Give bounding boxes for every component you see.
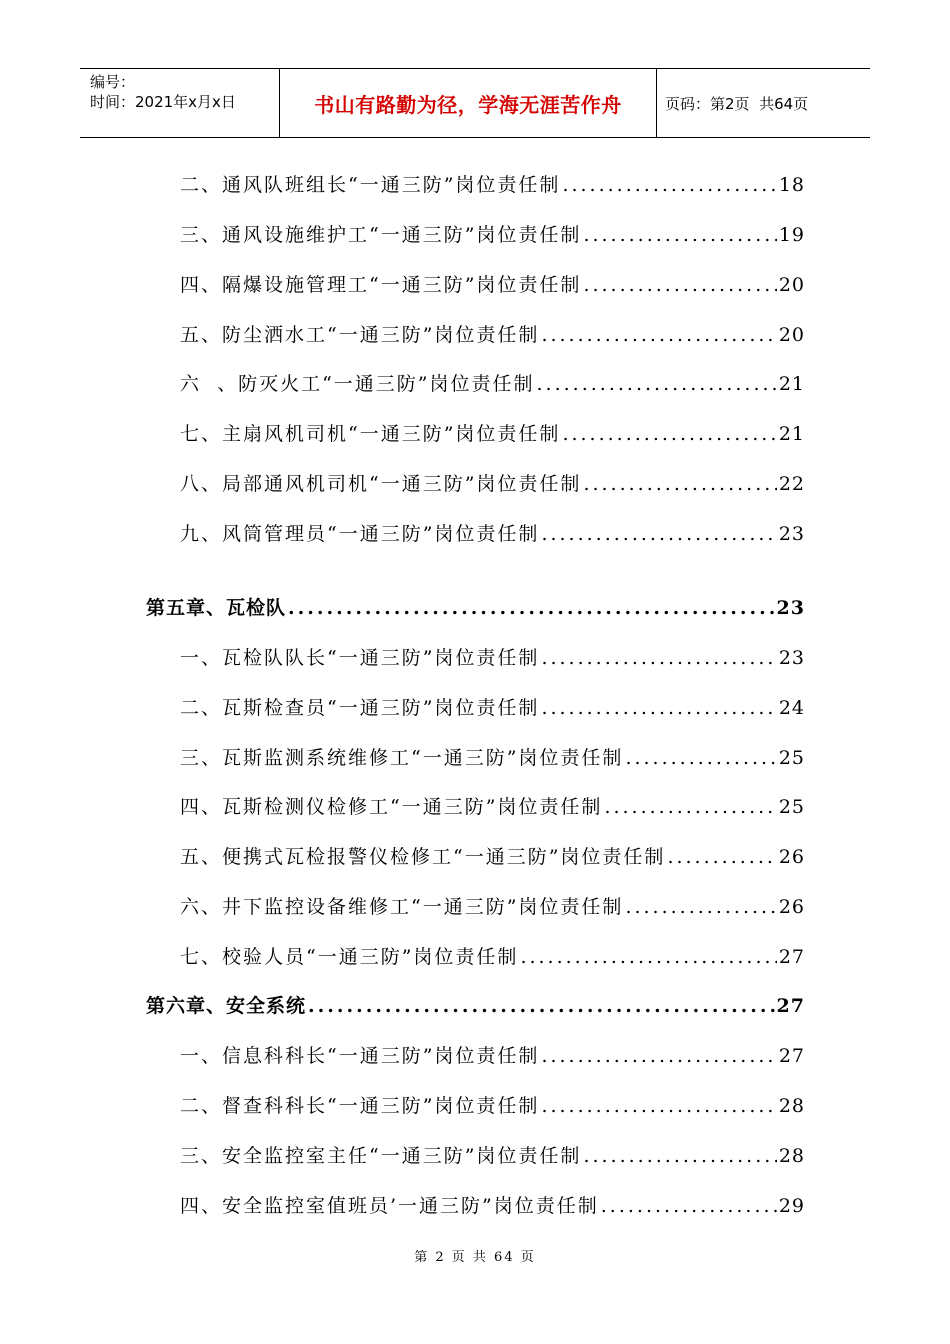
toc-entry-title: 六 、防灭火工“一通三防”岗位责任制 [180,373,535,395]
toc-entry-page: 25 [778,796,805,818]
toc-entry-title: 三、瓦斯监测系统维修工“一通三防”岗位责任制 [180,747,624,769]
toc-entry[interactable] [180,519,805,549]
toc-dot-leader [288,597,775,619]
toc-entry-page: 20 [778,274,805,296]
toc-entry-title: 二、督查科科长“一通三防”岗位责任制 [180,1095,540,1117]
toc-entry-page: 21 [778,373,805,395]
toc-dot-leader [541,1095,776,1117]
header-meta-cell [80,69,280,137]
toc-entry[interactable] [180,1141,805,1171]
toc-dot-leader [625,747,776,769]
toc-entry-page: 28 [778,1145,805,1167]
toc-dot-leader [601,1195,777,1217]
toc-entry-title: 一、瓦检队队长“一通三防”岗位责任制 [180,647,540,669]
toc-dot-leader [562,174,776,196]
toc-entry-title: 四、隔爆设施管理工“一通三防”岗位责任制 [180,274,582,296]
toc-entry[interactable] [180,170,805,200]
toc-entry-title: 一、信息科科长“一通三防”岗位责任制 [180,1045,540,1067]
toc-entry-title: 七、校验人员“一通三防”岗位责任制 [180,946,519,968]
toc-dot-leader [537,373,777,395]
toc-entry-page: 28 [778,1095,805,1117]
toc-entry[interactable] [180,842,805,872]
toc-entry[interactable] [180,693,805,723]
toc-dot-leader [604,796,776,818]
toc-entry-page: 27 [778,946,805,968]
toc-chapter-page: 27 [776,995,805,1017]
toc-entry-page: 21 [778,423,805,445]
toc-chapter-entry[interactable] [146,991,805,1021]
toc-entry-title: 七、主扇风机司机“一通三防”岗位责任制 [180,423,561,445]
toc-dot-leader [520,946,776,968]
toc-entry[interactable] [180,743,805,773]
toc-dot-leader [541,1045,776,1067]
toc-entry-page: 29 [778,1195,805,1217]
toc-entry[interactable] [180,270,805,300]
toc-chapter-entry[interactable] [146,593,805,623]
toc-entry-page: 18 [778,174,805,196]
toc-entry[interactable] [180,942,805,972]
toc-entry-page: 19 [778,224,805,246]
toc-dot-leader [583,224,776,246]
toc-entry[interactable] [180,220,805,250]
toc-entry[interactable] [180,469,805,499]
toc-entry-title: 六、井下监控设备维修工“一通三防”岗位责任制 [180,896,624,918]
toc-entry-title: 三、安全监控室主任“一通三防”岗位责任制 [180,1145,582,1167]
toc-entry[interactable] [180,320,805,350]
toc-entry-title: 四、安全监控室值班员’一通三防”岗位责任制 [180,1195,599,1217]
document-date-label: 时间：2021年x月x日 [90,93,236,111]
toc-entry-title: 八、局部通风机司机“一通三防”岗位责任制 [180,473,582,495]
page-header [80,68,870,138]
toc-entry-title: 三、通风设施维护工“一通三防”岗位责任制 [180,224,582,246]
toc-entry[interactable] [180,643,805,673]
toc-dot-leader [562,423,776,445]
toc-dot-leader [583,473,776,495]
toc-entry-page: 23 [778,523,805,545]
toc-entry[interactable] [180,892,805,922]
toc-dot-leader [541,647,776,669]
toc-entry-page: 26 [778,896,805,918]
toc-dot-leader [583,274,776,296]
toc-entry-page: 22 [778,473,805,495]
page-footer: 第 2 页 共 64 页 [414,1250,536,1265]
toc-dot-leader [541,523,776,545]
toc-entry[interactable] [180,1191,805,1221]
toc-dot-leader [625,896,776,918]
toc-entry-title: 九、风筒管理员“一通三防”岗位责任制 [180,523,540,545]
toc-entry-title: 五、防尘洒水工“一通三防”岗位责任制 [180,324,540,346]
toc-entry-page: 27 [778,1045,805,1067]
toc-entry[interactable] [180,419,805,449]
toc-entry-title: 二、瓦斯检查员“一通三防”岗位责任制 [180,697,540,719]
toc-entry[interactable] [180,369,805,399]
toc-dot-leader [541,697,776,719]
toc-entry-title: 五、便携式瓦检报警仪检修工“一通三防”岗位责任制 [180,846,666,868]
toc-entry-page: 25 [778,747,805,769]
toc-chapter-page: 23 [776,597,805,619]
toc-entry-title: 四、瓦斯检测仪检修工“一通三防”岗位责任制 [180,796,603,818]
toc-chapter-title: 第五章、瓦检队 [146,597,287,619]
toc-entry-page: 24 [778,697,805,719]
toc-entry-title: 二、通风队班组长“一通三防”岗位责任制 [180,174,561,196]
toc-entry[interactable] [180,1041,805,1071]
toc-dot-leader [541,324,776,346]
toc-dot-leader [308,995,775,1017]
toc-chapter-title: 第六章、安全系统 [146,995,307,1017]
toc-entry-page: 26 [778,846,805,868]
toc-dot-leader [667,846,776,868]
toc-entry-page: 20 [778,324,805,346]
toc-dot-leader [583,1145,776,1167]
toc-entry[interactable] [180,792,805,822]
toc-entry-page: 23 [778,647,805,669]
document-number-label: 编号： [90,73,136,91]
header-motto: 书山有路勤为径，学海无涯苦作舟 [280,69,657,137]
header-page-label: 页码：第2页 共64页 [665,94,809,113]
toc-entry[interactable] [180,1091,805,1121]
